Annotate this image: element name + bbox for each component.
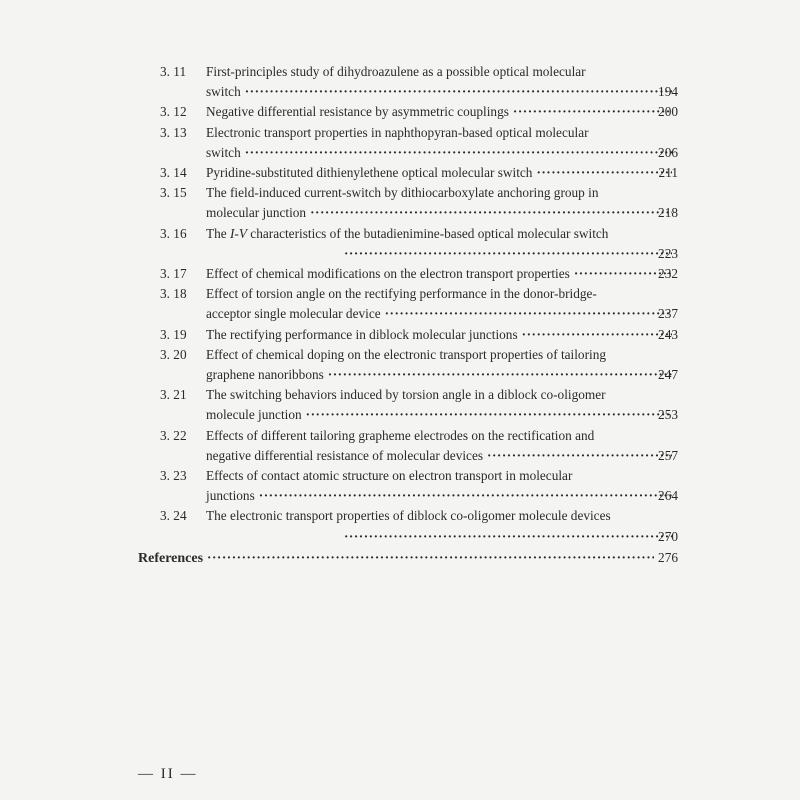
toc-entry[interactable] bbox=[0, 264, 800, 284]
section-number: 3. 22 bbox=[160, 427, 187, 443]
page-number: 206 bbox=[658, 144, 678, 160]
section-number: 3. 19 bbox=[160, 326, 187, 342]
entry-last-line bbox=[206, 82, 676, 102]
page-number: 237 bbox=[658, 306, 678, 322]
entry-last-line bbox=[206, 405, 676, 425]
leader-dots bbox=[513, 102, 672, 122]
entry-last-line bbox=[206, 163, 676, 183]
entry-title-line: junctions bbox=[206, 488, 255, 504]
entry-title-line: Pyridine-substituted dithienylethene optical molecular switch bbox=[206, 165, 533, 180]
entry-title-line: The field-induced current-switch by dithiocarboxylate anchoring group in bbox=[206, 185, 599, 201]
section-number: 3. 11 bbox=[160, 64, 187, 79]
leader-dots bbox=[245, 143, 672, 163]
entry-last-line bbox=[340, 244, 676, 264]
entry-title-line: Effects of different tailoring grapheme electrodes on the rectification and bbox=[206, 427, 595, 443]
leader-dots bbox=[344, 527, 672, 547]
page-number: 200 bbox=[658, 104, 678, 120]
leader-dots bbox=[536, 163, 672, 183]
leader-dots bbox=[487, 446, 672, 466]
entry-title-line: switch bbox=[206, 144, 241, 160]
page-number: 211 bbox=[658, 165, 678, 180]
toc-entry[interactable] bbox=[0, 426, 800, 466]
entry-last-line bbox=[206, 365, 676, 385]
entry-title-line: The switching behaviors induced by torsion angle in a diblock co-oligomer bbox=[206, 387, 606, 403]
entry-title-line: molecule junction bbox=[206, 407, 302, 423]
page-number: 270 bbox=[658, 528, 678, 544]
entry-title-line: The rectifying performance in diblock molecular junctions bbox=[206, 326, 518, 342]
section-number: 3. 21 bbox=[160, 387, 187, 403]
page-number: 253 bbox=[658, 407, 678, 423]
entry-last-line bbox=[206, 203, 676, 223]
entry-title-line: switch bbox=[206, 84, 241, 100]
leader-dots bbox=[344, 244, 672, 264]
leader-dots bbox=[207, 548, 654, 568]
toc-entry[interactable] bbox=[0, 62, 800, 102]
leader-dots bbox=[259, 486, 672, 506]
section-number: 3. 13 bbox=[160, 124, 187, 140]
toc-entry[interactable] bbox=[0, 123, 800, 163]
section-number: 3. 18 bbox=[160, 286, 187, 302]
page-footer: — II — bbox=[138, 766, 198, 782]
references-page: 276 bbox=[658, 550, 678, 565]
entry-title-line: graphene nanoribbons bbox=[206, 366, 324, 382]
entry-title-line: negative differential resistance of molecular devices bbox=[206, 447, 484, 463]
page-number: 247 bbox=[658, 366, 678, 382]
entry-title-line: Negative differential resistance by asymmetric couplings bbox=[206, 104, 509, 120]
toc-entry[interactable] bbox=[0, 385, 800, 425]
section-number: 3. 12 bbox=[160, 104, 187, 120]
toc-entry[interactable] bbox=[0, 163, 800, 183]
entry-title-line: acceptor single molecular device bbox=[206, 306, 381, 322]
toc-entry[interactable] bbox=[0, 506, 800, 546]
entry-last-line bbox=[340, 527, 676, 547]
page-number: 264 bbox=[658, 488, 678, 504]
leader-dots bbox=[385, 304, 672, 324]
leader-dots bbox=[522, 325, 672, 345]
toc-entry[interactable] bbox=[0, 284, 800, 324]
toc-entry[interactable] bbox=[0, 325, 800, 345]
entry-last-line bbox=[206, 304, 676, 324]
entry-last-line bbox=[206, 486, 676, 506]
entry-title-line: The electronic transport properties of diblock co-oligomer molecule devices bbox=[206, 508, 611, 524]
entry-last-line bbox=[206, 446, 676, 466]
leader-dots bbox=[328, 365, 672, 385]
toc-entry[interactable] bbox=[0, 102, 800, 122]
entry-title-line: First-principles study of dihydroazulene as a possible optical molecular bbox=[206, 64, 586, 79]
leader-dots bbox=[245, 82, 672, 102]
entry-title-line: Electronic transport properties in naphthopyran-based optical molecular bbox=[206, 124, 589, 140]
references-label: References bbox=[138, 551, 204, 566]
leader-dots bbox=[306, 405, 672, 425]
section-number: 3. 15 bbox=[160, 185, 187, 201]
section-number: 3. 16 bbox=[160, 225, 187, 241]
toc-entry[interactable] bbox=[0, 224, 800, 264]
entry-last-line bbox=[206, 264, 676, 284]
page-number: 223 bbox=[658, 245, 678, 261]
entry-title-line: The I-V characteristics of the butadienimine-based optical molecular switch bbox=[206, 225, 609, 241]
page-number: 243 bbox=[658, 326, 678, 342]
references-entry[interactable] bbox=[0, 548, 800, 570]
section-number: 3. 24 bbox=[160, 508, 187, 524]
toc-entry[interactable] bbox=[0, 183, 800, 223]
toc-entry[interactable] bbox=[0, 345, 800, 385]
entry-last-line bbox=[206, 325, 676, 345]
toc-entry[interactable] bbox=[0, 466, 800, 506]
entry-title-line: Effect of torsion angle on the rectifying performance in the donor-bridge- bbox=[206, 286, 597, 302]
entry-last-line bbox=[206, 143, 676, 163]
section-number: 3. 14 bbox=[160, 165, 187, 180]
entry-title-line: Effect of chemical doping on the electronic transport properties of tailoring bbox=[206, 346, 606, 362]
section-number: 3. 17 bbox=[160, 266, 187, 281]
entry-last-line bbox=[206, 102, 676, 122]
entry-title-line: Effects of contact atomic structure on electron transport in molecular bbox=[206, 468, 573, 483]
section-number: 3. 23 bbox=[160, 468, 187, 483]
page-number: 257 bbox=[658, 447, 678, 463]
page-number: 194 bbox=[658, 84, 678, 100]
leader-dots bbox=[310, 203, 672, 223]
entry-title-line: molecular junction bbox=[206, 205, 307, 221]
page-number: 232 bbox=[658, 266, 678, 281]
entry-title-line: Effect of chemical modifications on the electron transport properties bbox=[206, 266, 570, 281]
page-number: 218 bbox=[658, 205, 678, 221]
section-number: 3. 20 bbox=[160, 346, 187, 362]
